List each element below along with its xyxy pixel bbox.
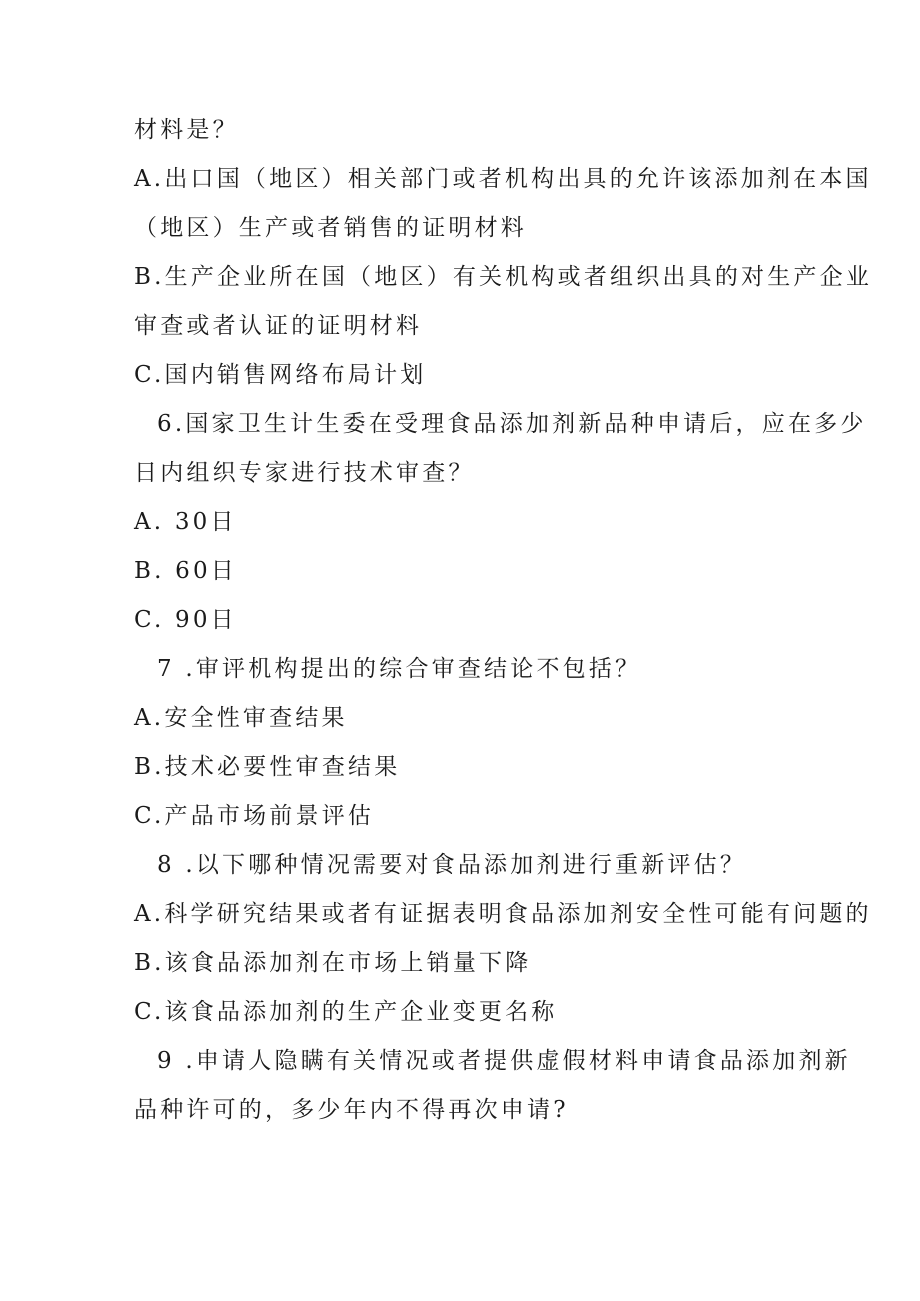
q5-option-b-line-2: 审查或者认证的证明材料 bbox=[134, 313, 423, 339]
question-9-line-2: 品种许可的，多少年内不得再次申请? bbox=[134, 1097, 569, 1123]
question-5-continuation: 材料是？ bbox=[134, 117, 239, 143]
q6-option-c: C. 90日 bbox=[134, 607, 237, 633]
q5-option-a-line-2: （地区）生产或者销售的证明材料 bbox=[134, 215, 527, 241]
q5-option-a-line-1: A.出口国（地区）相关部门或者机构出具的允许该添加剂在本国 bbox=[134, 166, 872, 192]
question-6-line-2: 日内组织专家进行技术审查？ bbox=[134, 460, 475, 486]
q6-option-a: A. 30日 bbox=[134, 509, 237, 535]
q7-option-b: B.技术必要性审查结果 bbox=[134, 754, 401, 780]
q8-option-b: B.该食品添加剂在市场上销量下降 bbox=[134, 950, 532, 976]
q7-option-a: A.安全性审查结果 bbox=[134, 705, 348, 731]
question-7: 7 .审评机构提出的综合审查结论不包括？ bbox=[157, 656, 642, 682]
q7-option-c: C.产品市场前景评估 bbox=[134, 803, 375, 829]
q8-option-c: C.该食品添加剂的生产企业变更名称 bbox=[134, 999, 558, 1025]
q8-option-a: A.科学研究结果或者有证据表明食品添加剂安全性可能有问题的 bbox=[134, 901, 872, 927]
question-6-line-1: 6.国家卫生计生委在受理食品添加剂新品种申请后，应在多少 bbox=[157, 411, 867, 437]
q5-option-c: C.国内销售网络布局计划 bbox=[134, 362, 427, 388]
q6-option-b: B. 60日 bbox=[134, 558, 237, 584]
q5-option-b-line-1: B.生产企业所在国（地区）有关机构或者组织出具的对生产企业 bbox=[134, 264, 873, 290]
question-8: 8 .以下哪种情况需要对食品添加剂进行重新评估？ bbox=[157, 852, 747, 878]
question-9-line-1: 9 .申请人隐瞒有关情况或者提供虚假材料申请食品添加剂新 bbox=[157, 1048, 851, 1074]
